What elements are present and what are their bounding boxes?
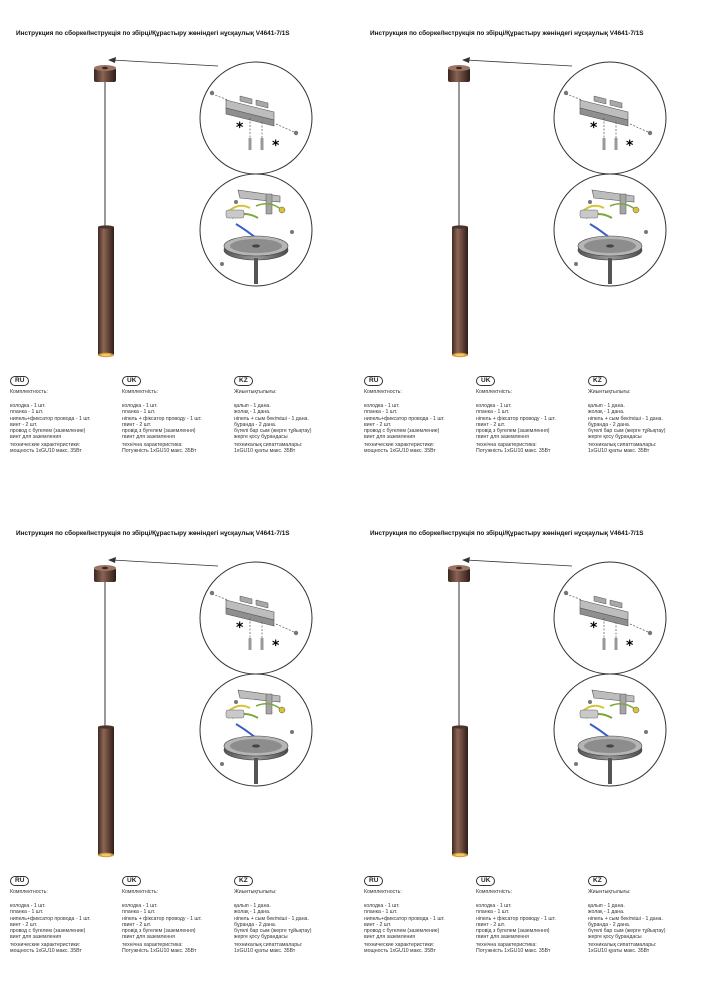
lang-badge: UK: [476, 876, 495, 886]
kit-item: жолақ - 1 дана.: [588, 409, 625, 416]
asterisk-icon: *: [590, 120, 598, 136]
specs-heading: технічна характеристика:: [476, 942, 537, 948]
kit-item: ніпель + сым бекіткіші - 1 дана.: [588, 915, 663, 922]
kit-heading: Жиынтықтылығы:: [234, 389, 277, 395]
canopy-icon: [94, 65, 116, 82]
kit-item: планка - 1 шт.: [122, 409, 156, 416]
canopy-icon: [94, 565, 116, 582]
specs-value: 1xGU10 қуаты макс. 35Вт: [234, 948, 296, 955]
kit-item: провод с бугелем (заземление): [364, 428, 440, 435]
kit-item: планка - 1 шт.: [122, 909, 156, 916]
specs-heading: технические характеристики:: [364, 442, 435, 448]
arrow-icon: [462, 557, 572, 566]
wiring-detail-circle: [200, 674, 312, 786]
bracket-detail-circle: [200, 562, 312, 674]
bracket-detail-circle: [554, 562, 666, 674]
lamp-illustration: [0, 0, 353, 380]
specs-heading: технічна характеристика:: [122, 442, 183, 448]
instruction-sheet: [354, 0, 707, 500]
sheet-title: Инструкция по сборке/Інструкція по збірці/Құрастыру жөніндегі нұсқаулық V4641-7/1S: [370, 30, 644, 37]
kit-item: колодка - 1 шт.: [10, 903, 46, 910]
lamp-tube: [452, 725, 468, 857]
specs-heading: технічна характеристика:: [476, 442, 537, 448]
column-uk: [476, 876, 588, 955]
specs-heading: техникалық сипаттамалары:: [234, 442, 303, 448]
kit-heading: Комплектність:: [476, 889, 513, 895]
kit-item: планка - 1 шт.: [364, 909, 398, 916]
kit-item: колодка - 1 шт.: [122, 903, 158, 910]
specs-value: Потужність 1xGU10 макс. 35Вт: [122, 448, 197, 455]
kit-item: гвинт - 2 шт.: [476, 921, 506, 928]
sheet-title: Инструкция по сборке/Інструкція по збірці/Құрастыру жөніндегі нұсқаулық V4641-7/1S: [16, 30, 290, 37]
lang-badge: KZ: [234, 376, 253, 386]
asterisk-icon: *: [236, 120, 244, 136]
kit-item: жерге қосу бұрандасы: [588, 934, 642, 941]
kit-item: жерге қосу бұрандасы: [588, 434, 642, 441]
column-ru: [10, 876, 122, 955]
kit-item: ніпель + фіксатор проводу - 1 шт.: [476, 415, 556, 422]
kit-item: винт - 2 шт.: [10, 421, 38, 428]
kit-item: винт для заземления: [10, 934, 62, 941]
specs-value: Потужність 1xGU10 макс. 35Вт: [122, 948, 197, 955]
kit-item: винт - 2 шт.: [364, 421, 392, 428]
lang-badge: KZ: [234, 876, 253, 886]
column-ru: [364, 376, 476, 455]
kit-item: жолақ - 1 дана.: [588, 909, 625, 916]
lang-badge: RU: [364, 876, 383, 886]
kit-item: провід з бугелем (заземлення): [476, 428, 550, 435]
lang-badge: UK: [122, 876, 141, 886]
asterisk-icon: *: [626, 138, 634, 154]
kit-item: жолақ - 1 дана.: [234, 409, 271, 416]
kit-item: винт для заземления: [10, 434, 62, 441]
asterisk-icon: *: [272, 638, 280, 654]
specifications-block: [354, 376, 707, 500]
specs-heading: технические характеристики:: [364, 942, 435, 948]
asterisk-icon: *: [272, 138, 280, 154]
kit-item: колодка - 1 шт.: [364, 403, 400, 410]
kit-item: провод с бугелем (заземление): [10, 928, 86, 935]
kit-item: гвинт - 2 шт.: [122, 921, 152, 928]
kit-item: колодка - 1 шт.: [122, 403, 158, 410]
kit-item: нипель+фиксатор провода - 1 шт.: [10, 415, 91, 422]
column-kz: [588, 876, 700, 955]
arrow-icon: [108, 557, 218, 566]
kit-item: провід з бугелем (заземлення): [122, 428, 196, 435]
specs-value: мощность 1xGU10 макс. 35Вт: [364, 448, 436, 455]
specifications-block: [0, 876, 353, 1000]
kit-item: колодка - 1 шт.: [10, 403, 46, 410]
kit-item: қалып - 1 дана.: [234, 903, 271, 910]
kit-item: қалып - 1 дана.: [234, 403, 271, 410]
asterisk-icon: *: [590, 620, 598, 636]
kit-item: ніпель + сым бекіткіші - 1 дана.: [588, 415, 663, 422]
kit-item: винт - 2 шт.: [364, 921, 392, 928]
kit-item: бұранда - 2 дана.: [234, 421, 277, 428]
kit-item: колодка - 1 шт.: [476, 903, 512, 910]
instruction-sheet: [0, 0, 353, 500]
column-ru: [364, 876, 476, 955]
kit-heading: Жиынтықтылығы:: [588, 389, 631, 395]
kit-item: нипель+фиксатор провода - 1 шт.: [364, 415, 445, 422]
lang-badge: UK: [122, 376, 141, 386]
kit-item: планка - 1 шт.: [364, 409, 398, 416]
specs-heading: технические характеристики:: [10, 442, 81, 448]
kit-item: бүгелі бар сым (жерге тұйықтау): [234, 428, 312, 435]
specs-value: Потужність 1xGU10 макс. 35Вт: [476, 948, 551, 955]
kit-item: колодка - 1 шт.: [364, 903, 400, 910]
kit-item: планка - 1 шт.: [10, 409, 44, 416]
column-uk: [122, 876, 234, 955]
instruction-sheet: [354, 500, 707, 1000]
column-uk: [122, 376, 234, 455]
kit-heading: Комплектность:: [364, 389, 402, 395]
kit-heading: Жиынтықтылығы:: [588, 889, 631, 895]
specs-value: 1xGU10 қуаты макс. 35Вт: [588, 948, 650, 955]
asterisk-icon: *: [626, 638, 634, 654]
specs-heading: техникалық сипаттамалары:: [234, 942, 303, 948]
kit-item: қалып - 1 дана.: [588, 403, 625, 410]
arrow-icon: [108, 57, 218, 66]
lamp-illustration: [354, 0, 707, 380]
kit-item: нипель+фиксатор провода - 1 шт.: [10, 915, 91, 922]
canopy-icon: [448, 565, 470, 582]
kit-item: планка - 1 шт.: [10, 909, 44, 916]
kit-heading: Жиынтықтылығы:: [234, 889, 277, 895]
kit-item: провід з бугелем (заземлення): [476, 928, 550, 935]
specifications-block: [354, 876, 707, 1000]
arrow-icon: [462, 57, 572, 66]
bracket-detail-circle: [554, 62, 666, 174]
lang-badge: UK: [476, 376, 495, 386]
kit-item: жолақ - 1 дана.: [234, 909, 271, 916]
specs-heading: технічна характеристика:: [122, 942, 183, 948]
lamp-tube: [452, 225, 468, 357]
column-kz: [234, 876, 346, 955]
lang-badge: KZ: [588, 376, 607, 386]
kit-item: бұранда - 2 дана.: [588, 421, 631, 428]
kit-item: қалып - 1 дана.: [588, 903, 625, 910]
wiring-detail-circle: [554, 174, 666, 286]
kit-item: планка - 1 шт.: [476, 409, 510, 416]
kit-item: провод с бугелем (заземление): [364, 928, 440, 935]
kit-item: ніпель + фіксатор проводу - 1 шт.: [122, 415, 202, 422]
canopy-icon: [448, 65, 470, 82]
kit-item: планка - 1 шт.: [476, 909, 510, 916]
wiring-detail-circle: [554, 674, 666, 786]
kit-item: винт для заземления: [364, 934, 416, 941]
kit-item: бүгелі бар сым (жерге тұйықтау): [234, 928, 312, 935]
kit-heading: Комплектность:: [10, 889, 48, 895]
sheet-title: Инструкция по сборке/Інструкція по збірці/Құрастыру жөніндегі нұсқаулық V4641-7/1S: [16, 530, 290, 537]
column-kz: [234, 376, 346, 455]
kit-item: гвинт для заземлення: [476, 434, 529, 441]
kit-item: ніпель + сым бекіткіші - 1 дана.: [234, 415, 309, 422]
kit-heading: Комплектність:: [122, 389, 159, 395]
instruction-sheet: [0, 500, 353, 1000]
kit-item: гвинт - 2 шт.: [122, 421, 152, 428]
specs-value: мощность 1xGU10 макс. 35Вт: [10, 448, 82, 455]
kit-item: провод с бугелем (заземление): [10, 428, 86, 435]
specs-value: 1xGU10 қуаты макс. 35Вт: [234, 448, 296, 455]
kit-item: винт для заземления: [364, 434, 416, 441]
lang-badge: RU: [364, 376, 383, 386]
specs-value: мощность 1xGU10 макс. 35Вт: [10, 948, 82, 955]
lamp-illustration: [354, 500, 707, 880]
kit-item: провід з бугелем (заземлення): [122, 928, 196, 935]
kit-item: ніпель + сым бекіткіші - 1 дана.: [234, 915, 309, 922]
kit-item: гвинт для заземлення: [476, 934, 529, 941]
sheet-title: Инструкция по сборке/Інструкція по збірці/Құрастыру жөніндегі нұсқаулық V4641-7/1S: [370, 530, 644, 537]
lang-badge: RU: [10, 376, 29, 386]
column-kz: [588, 376, 700, 455]
column-uk: [476, 376, 588, 455]
kit-item: колодка - 1 шт.: [476, 403, 512, 410]
lamp-tube: [98, 225, 114, 357]
specs-value: Потужність 1xGU10 макс. 35Вт: [476, 448, 551, 455]
wiring-detail-circle: [200, 174, 312, 286]
asterisk-icon: *: [236, 620, 244, 636]
bracket-detail-circle: [200, 62, 312, 174]
kit-item: жерге қосу бұрандасы: [234, 934, 288, 941]
kit-item: гвинт - 2 шт.: [476, 421, 506, 428]
kit-item: ніпель + фіксатор проводу - 1 шт.: [476, 915, 556, 922]
kit-item: бұранда - 2 дана.: [588, 921, 631, 928]
specs-heading: техникалық сипаттамалары:: [588, 442, 657, 448]
kit-item: жерге қосу бұрандасы: [234, 434, 288, 441]
lang-badge: KZ: [588, 876, 607, 886]
kit-item: нипель+фиксатор провода - 1 шт.: [364, 915, 445, 922]
specs-value: мощность 1xGU10 макс. 35Вт: [364, 948, 436, 955]
specs-value: 1xGU10 қуаты макс. 35Вт: [588, 448, 650, 455]
lang-badge: RU: [10, 876, 29, 886]
kit-item: гвинт для заземлення: [122, 434, 175, 441]
kit-heading: Комплектность:: [364, 889, 402, 895]
column-ru: [10, 376, 122, 455]
kit-item: ніпель + фіксатор проводу - 1 шт.: [122, 915, 202, 922]
kit-heading: Комплектность:: [10, 389, 48, 395]
lamp-illustration: [0, 500, 353, 880]
kit-item: бүгелі бар сым (жерге тұйықтау): [588, 928, 666, 935]
kit-heading: Комплектність:: [476, 389, 513, 395]
lamp-tube: [98, 725, 114, 857]
kit-item: бүгелі бар сым (жерге тұйықтау): [588, 428, 666, 435]
specs-heading: технические характеристики:: [10, 942, 81, 948]
kit-item: бұранда - 2 дана.: [234, 921, 277, 928]
kit-item: гвинт для заземлення: [122, 934, 175, 941]
specifications-block: [0, 376, 353, 500]
specs-heading: техникалық сипаттамалары:: [588, 942, 657, 948]
kit-heading: Комплектність:: [122, 889, 159, 895]
kit-item: винт - 2 шт.: [10, 921, 38, 928]
